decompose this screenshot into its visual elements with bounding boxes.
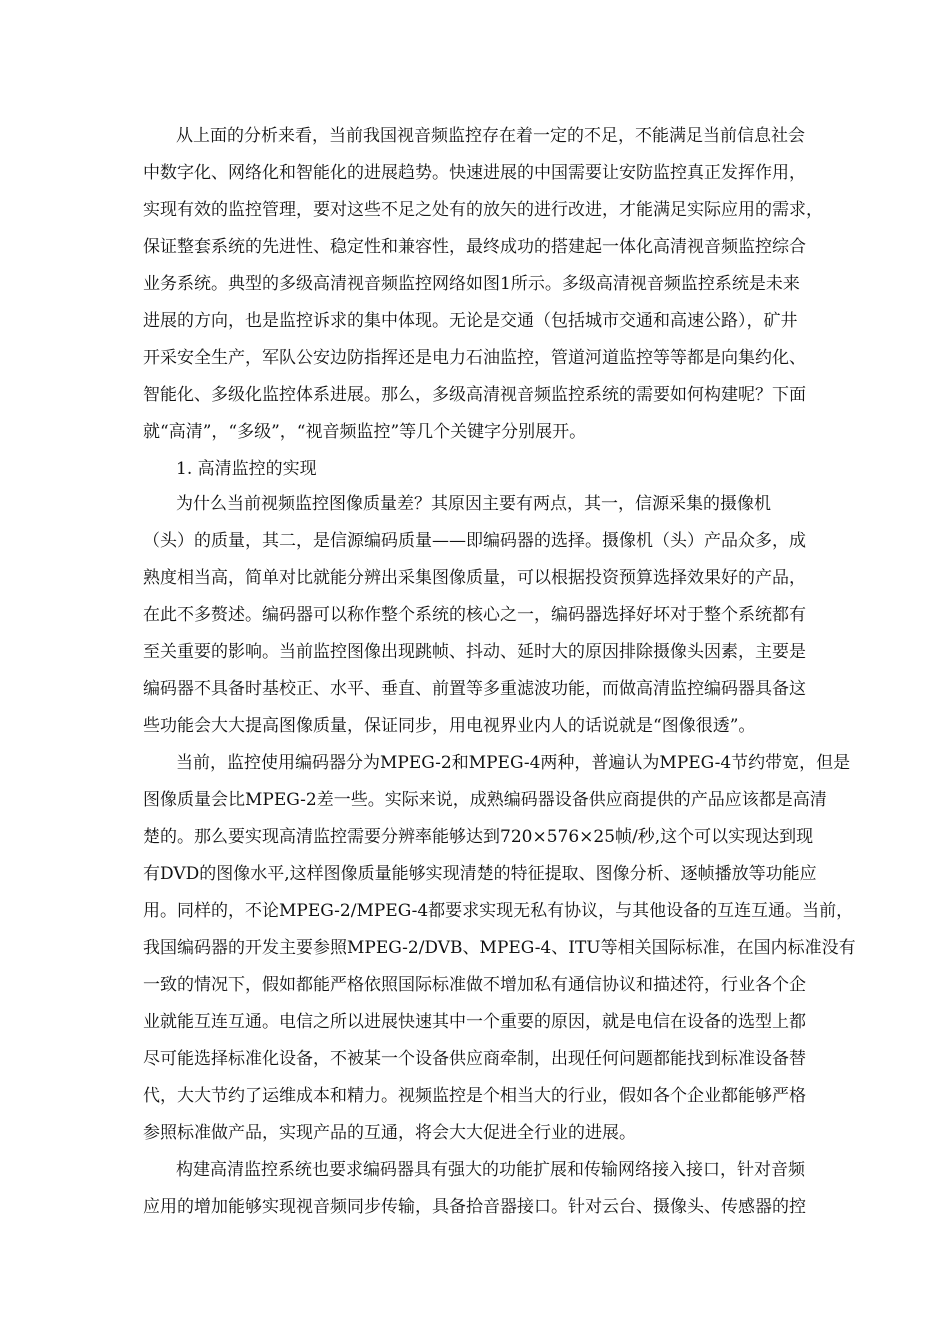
paragraph-1-line-2: 中数字化、网络化和智能化的进展趋势。快速进展的中国需要让安防监控真正发挥作用，: [143, 163, 806, 183]
paragraph-2-line-3: 熟度相当高，简单对比就能分辨出采集图像质量，可以根据投资预算选择效果好的产品，: [143, 568, 806, 588]
paragraph-3-line-8: 业就能互连互通。电信之所以进展快速其中一个重要的原因，就是电信在设备的选型上都: [143, 1012, 806, 1032]
paragraph-3-line-7: 一致的情况下，假如都能严格依照国际标准做不增加私有通信协议和描述符，行业各个企: [143, 975, 806, 995]
paragraph-2-line-1: 为什么当前视频监控图像质量差？其原因主要有两点，其一，信源采集的摄像机: [176, 494, 771, 514]
paragraph-4-line-1: 构建高清监控系统也要求编码器具有强大的功能扩展和传输网络接入接口，针对音频: [176, 1160, 805, 1180]
paragraph-3-line-3: 楚的。那么要实现高清监控需要分辨率能够达到720×576×25帧/秒,这个可以实现达到现: [143, 827, 814, 847]
paragraph-1-line-9: 就“高清”，“多级”，“视音频监控”等几个关键字分别展开。: [143, 422, 587, 442]
paragraph-1-line-5: 业务系统。典型的多级高清视音频监控网络如图1所示。多级高清视音频监控系统是未来: [143, 274, 800, 294]
paragraph-1-line-4: 保证整套系统的先进性、稳定性和兼容性，最终成功的搭建起一体化高清视音频监控综合: [143, 237, 806, 257]
paragraph-2-line-2: （头）的质量，其二，是信源编码质量——即编码器的选择。摄像机（头）产品众多，成: [143, 531, 806, 551]
paragraph-3-line-6: 我国编码器的开发主要参照MPEG-2/DVB、MPEG-4、ITU等相关国际标准，在国内标准没有: [143, 938, 856, 958]
paragraph-3-line-10: 代，大大节约了运维成本和精力。视频监控是个相当大的行业，假如各个企业都能够严格: [143, 1086, 806, 1106]
paragraph-1-line-1: 从上面的分析来看，当前我国视音频监控存在着一定的不足，不能满足当前信息社会: [176, 126, 805, 146]
paragraph-2-line-6: 编码器不具备时基校正、水平、垂直、前置等多重滤波功能，而做高清监控编码器具备这: [143, 679, 806, 699]
paragraph-2-line-7: 些功能会大大提高图像质量，保证同步，用电视界业内人的话说就是“图像很透”。: [143, 716, 756, 736]
paragraph-3-line-5: 用。同样的，不论MPEG-2/MPEG-4都要求实现无私有协议，与其他设备的互连互通。当前，: [143, 901, 854, 921]
paragraph-2-line-5: 至关重要的影响。当前监控图像出现跳帧、抖动、延时大的原因排除摄像头因素，主要是: [143, 642, 806, 662]
paragraph-3-line-1: 当前，监控使用编码器分为MPEG-2和MPEG-4两种，普遍认为MPEG-4节约带宽，但是: [176, 753, 851, 773]
paragraph-3-line-11: 参照标准做产品，实现产品的互通，将会大大促进全行业的进展。: [143, 1123, 636, 1143]
paragraph-1-line-6: 进展的方向，也是监控诉求的集中体现。无论是交通（包括城市交通和高速公路），矿井: [143, 311, 798, 331]
paragraph-1-line-7: 开采安全生产，军队公安边防指挥还是电力石油监控，管道河道监控等等都是向集约化、: [143, 348, 806, 368]
paragraph-3-line-2: 图像质量会比MPEG-2差一些。实际来说，成熟编码器设备供应商提供的产品应该都是高清: [143, 790, 827, 810]
paragraph-2-line-4: 在此不多赘述。编码器可以称作整个系统的核心之一，编码器选择好坏对于整个系统都有: [143, 605, 806, 625]
section-heading: 1. 高清监控的实现: [176, 459, 317, 479]
paragraph-3-line-4: 有DVD的图像水平,这样图像质量能够实现清楚的特征提取、图像分析、逐帧播放等功能应: [143, 864, 817, 884]
paragraph-3-line-9: 尽可能选择标准化设备，不被某一个设备供应商牵制，出现任何问题都能找到标准设备替: [143, 1049, 806, 1069]
paragraph-1-line-3: 实现有效的监控管理，要对这些不足之处有的放矢的进行改进，才能满足实际应用的需求，: [143, 200, 823, 220]
paragraph-1-line-8: 智能化、多级化监控体系进展。那么，多级高清视音频监控系统的需要如何构建呢？下面: [143, 385, 806, 405]
paragraph-4-line-2: 应用的增加能够实现视音频同步传输，具备拾音器接口。针对云台、摄像头、传感器的控: [143, 1197, 806, 1217]
